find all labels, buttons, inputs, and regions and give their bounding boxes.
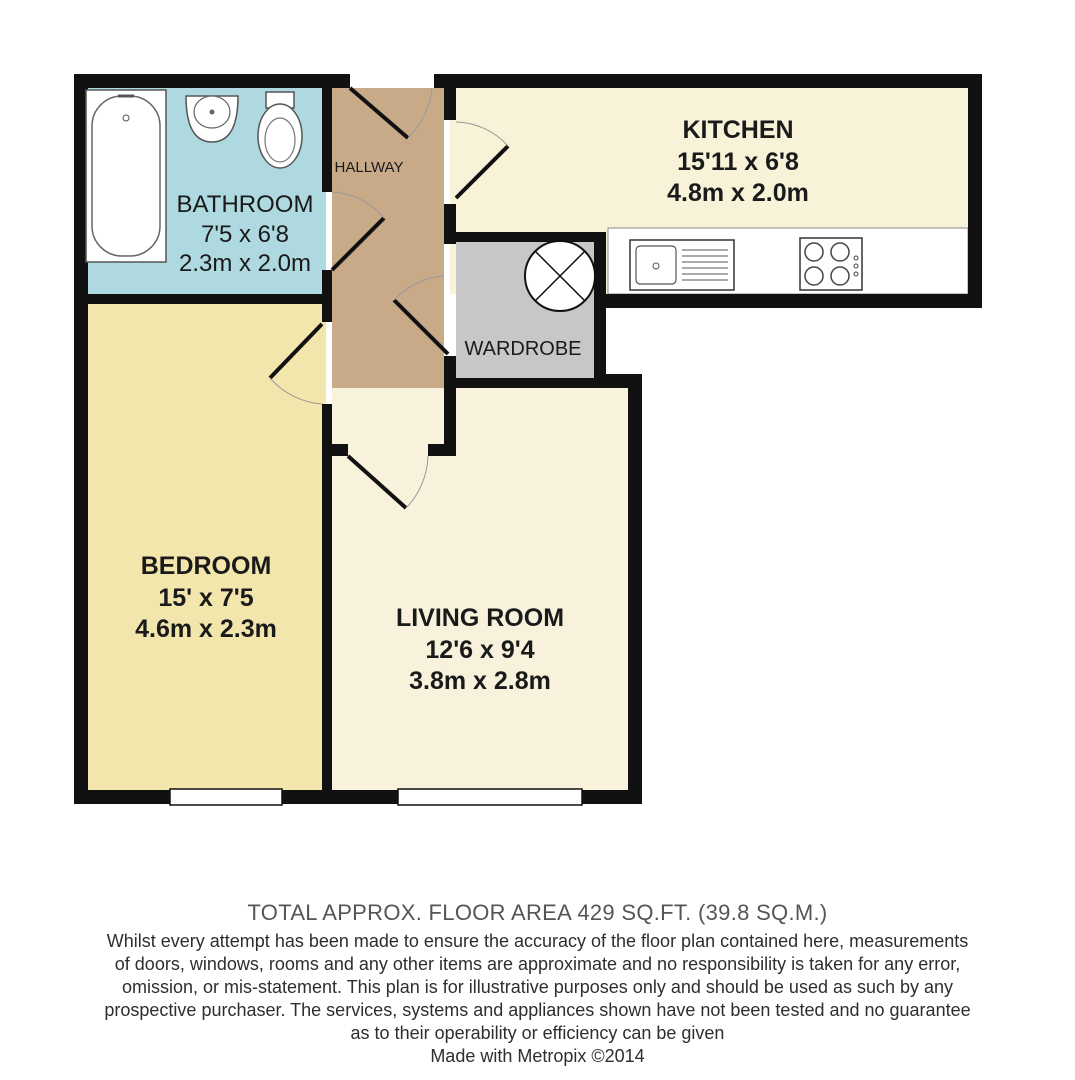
disclaimer-line: Whilst every attempt has been made to ensure the accuracy of the floor plan contained here, measurements <box>106 931 969 951</box>
bathroom-imperial: 7'5 x 6'8 <box>201 221 289 248</box>
footer <box>0 900 1075 1068</box>
bedroom-imperial: 15' x 7'5 <box>158 584 254 612</box>
disclaimer-line: as to their operability or efficiency can be given <box>350 1023 725 1043</box>
wardrobe-name: WARDROBE <box>464 338 582 360</box>
living-room-imperial: 12'6 x 9'4 <box>425 636 535 664</box>
kitchen-imperial: 15'11 x 6'8 <box>677 148 799 176</box>
bathtub-icon <box>86 90 166 262</box>
disclaimer-line: omission, or mis-statement. This plan is for illustrative purposes only and should be used as such by any <box>121 977 954 997</box>
living-room-window <box>398 789 582 805</box>
front-entrance-gap <box>350 76 434 86</box>
bedroom-name: BEDROOM <box>140 552 272 580</box>
kitchen-name: KITCHEN <box>682 116 794 144</box>
bathroom-name: BATHROOM <box>176 191 314 218</box>
total-floor-area: TOTAL APPROX. FLOOR AREA 429 SQ.FT. (39.8 SQ.M.) <box>247 900 828 925</box>
hallway-name: HALLWAY <box>334 159 404 176</box>
bedroom-area <box>88 304 326 790</box>
disclaimer-line: of doors, windows, rooms and any other items are approximate and no responsibility is taken for any error, <box>114 954 961 974</box>
kitchen-metric: 4.8m x 2.0m <box>667 179 809 207</box>
credit: Made with Metropix ©2014 <box>430 1046 645 1066</box>
sink-icon <box>630 240 734 290</box>
hob-icon <box>800 238 862 290</box>
living-room-area <box>332 388 628 790</box>
bedroom-metric: 4.6m x 2.3m <box>135 615 277 643</box>
cylinder-icon <box>525 241 595 311</box>
disclaimer-line: prospective purchaser. The services, systems and appliances shown have not been tested and no guarantee <box>104 1000 971 1020</box>
living-room-metric: 3.8m x 2.8m <box>409 667 551 695</box>
bedroom-window <box>170 789 282 805</box>
living-room-name: LIVING ROOM <box>395 604 565 632</box>
bathroom-metric: 2.3m x 2.0m <box>178 250 312 277</box>
